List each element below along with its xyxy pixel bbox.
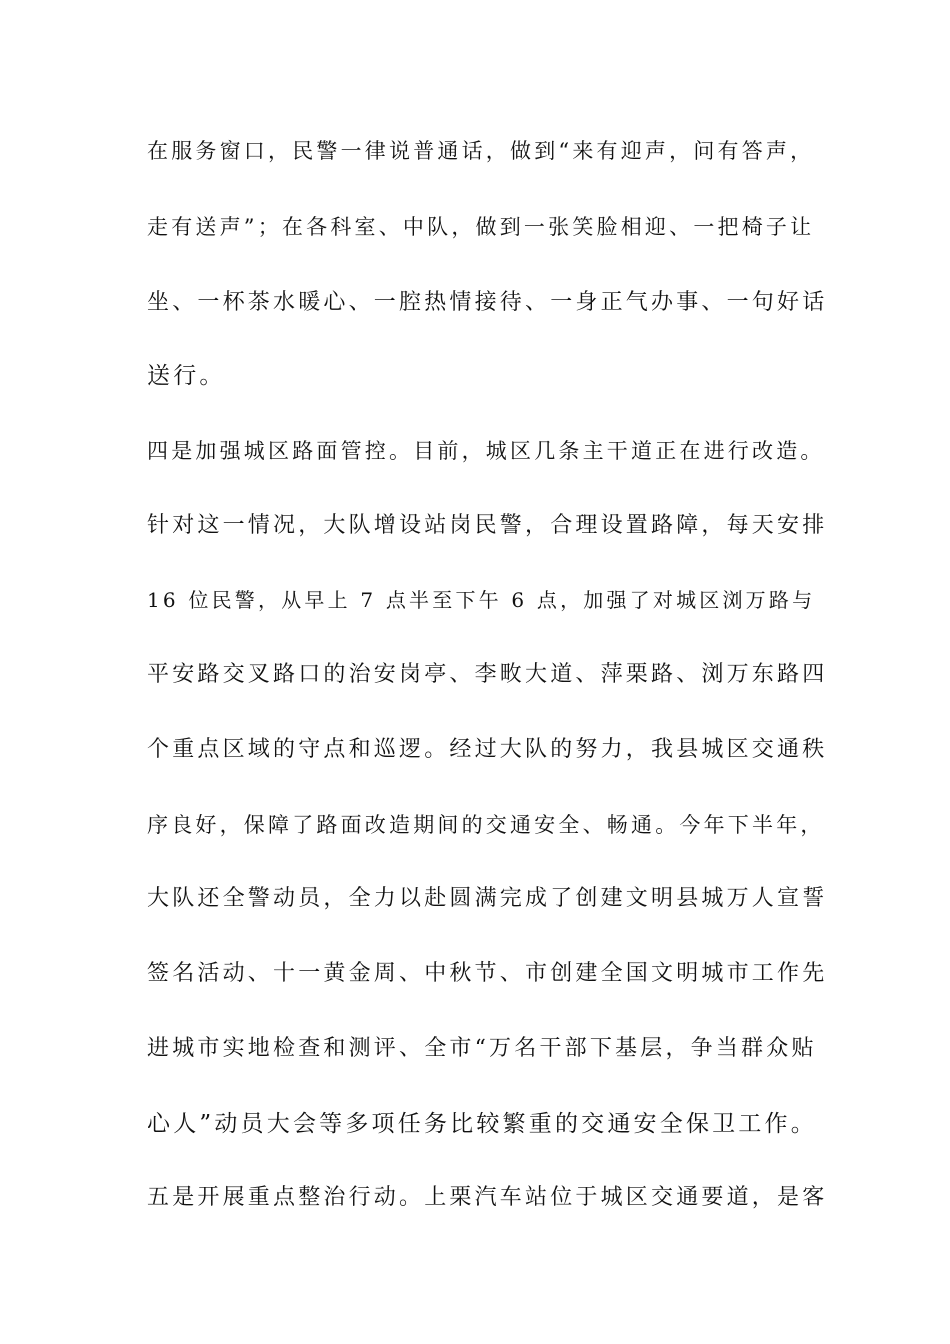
text-line: 五是开展重点整治行动。上栗汽车站位于城区交通要道，是客 [147, 1185, 828, 1210]
text-line: 在服务窗口，民警一律说普通话，做到“来有迎声，问有答声， [147, 139, 815, 163]
text-line: 心人”动员大会等多项任务比较繁重的交通安全保卫工作。 [147, 1111, 817, 1137]
text-line: 进城市实地检查和测评、全市“万名干部下基层，争当群众贴 [147, 1036, 817, 1061]
text-line: 坐、一杯茶水暖心、一腔热情接待、一身正气办事、一句好话 [147, 290, 828, 315]
text-line: 个重点区域的守点和巡逻。经过大队的努力，我县城区交通秩 [147, 737, 828, 762]
text-line: 走有送声”；在各科室、中队，做到一张笑脸相迎、一把椅子让 [147, 215, 815, 239]
text-line: 签名活动、十一黄金周、中秋节、市创建全国文明城市工作先 [147, 961, 828, 986]
text-line: 序良好，保障了路面改造期间的交通安全、畅通。今年下半年， [147, 813, 825, 837]
text-line: 平安路交叉路口的治安岗亭、李畋大道、萍栗路、浏万东路四 [147, 662, 828, 687]
text-line: 四是加强城区路面管控。目前，城区几条主干道正在进行改造。 [147, 439, 825, 463]
text-line: 大队还全警动员，全力以赴圆满完成了创建文明县城万人宣誓 [147, 886, 828, 911]
text-line: 送行。 [147, 363, 226, 389]
text-line: 针对这一情况，大队增设站岗民警，合理设置路障，每天安排 [147, 513, 828, 538]
text-line: 16 位民警，从早上 7 点半至下午 6 点，加强了对城区浏万路与 [147, 588, 816, 612]
